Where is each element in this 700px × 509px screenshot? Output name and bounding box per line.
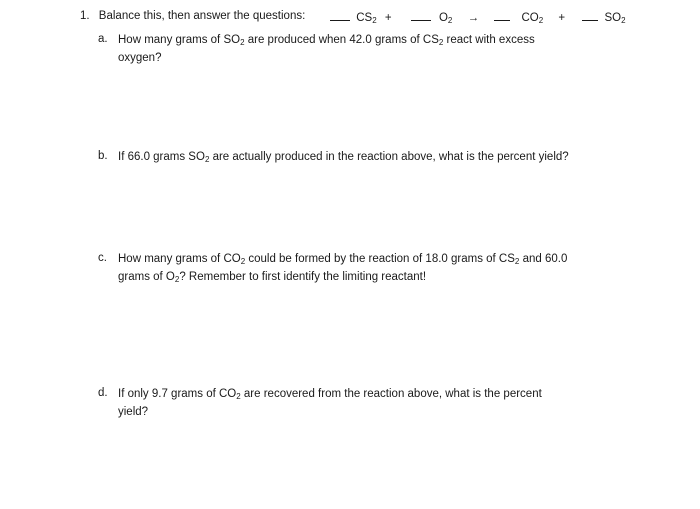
part-a-line-1: How many grams of $SO_2$ are produced when 42.0 grams of $CS_2$ react with excess [118, 34, 535, 47]
question-1-header [80, 10, 305, 22]
part-c-line-2: grams of $O_2$? Remember to first identify the limiting reactant! [118, 271, 427, 284]
coefficient-blank-3[interactable] [494, 10, 510, 21]
part-c-letter: c. [98, 252, 107, 264]
plus-sign-2: + [558, 12, 566, 24]
reactant-o2: $O_2$ [438, 12, 453, 25]
product-so2: $SO_2$ [604, 12, 626, 25]
question-number: 1. [80, 10, 90, 22]
reaction-arrow-icon: → [467, 12, 480, 24]
part-b-line-1: If 66.0 grams $SO_2$ are actually produced in the reaction above, what is the percent yield? [118, 151, 569, 164]
chemical-equation [330, 10, 626, 24]
coefficient-blank-2[interactable] [411, 10, 431, 21]
part-b-text [118, 148, 638, 166]
part-c-line-1: How many grams of $CO_2$ could be formed by the reaction of 18.0 grams of $CS_2$ and 60.0 [118, 253, 568, 266]
product-co2: $CO_2$ [521, 12, 544, 25]
coefficient-blank-1[interactable] [330, 10, 350, 21]
plus-sign-1: + [384, 12, 392, 24]
part-a-line-2: oxygen? [118, 52, 162, 64]
part-a-letter: a. [98, 33, 108, 45]
part-d-letter: d. [98, 387, 108, 399]
part-d-line-1: If only 9.7 grams of $CO_2$ are recovered from the reaction above, what is the percent [118, 388, 542, 401]
part-a-text [118, 31, 578, 67]
part-d-line-2: yield? [118, 406, 149, 418]
part-d-text [118, 385, 638, 421]
question-prompt: Balance this, then answer the questions: [98, 10, 306, 22]
coefficient-blank-4[interactable] [582, 10, 598, 21]
part-c-text [118, 250, 638, 286]
reactant-cs2: $CS_2$ [356, 12, 377, 25]
part-b-letter: b. [98, 150, 108, 162]
